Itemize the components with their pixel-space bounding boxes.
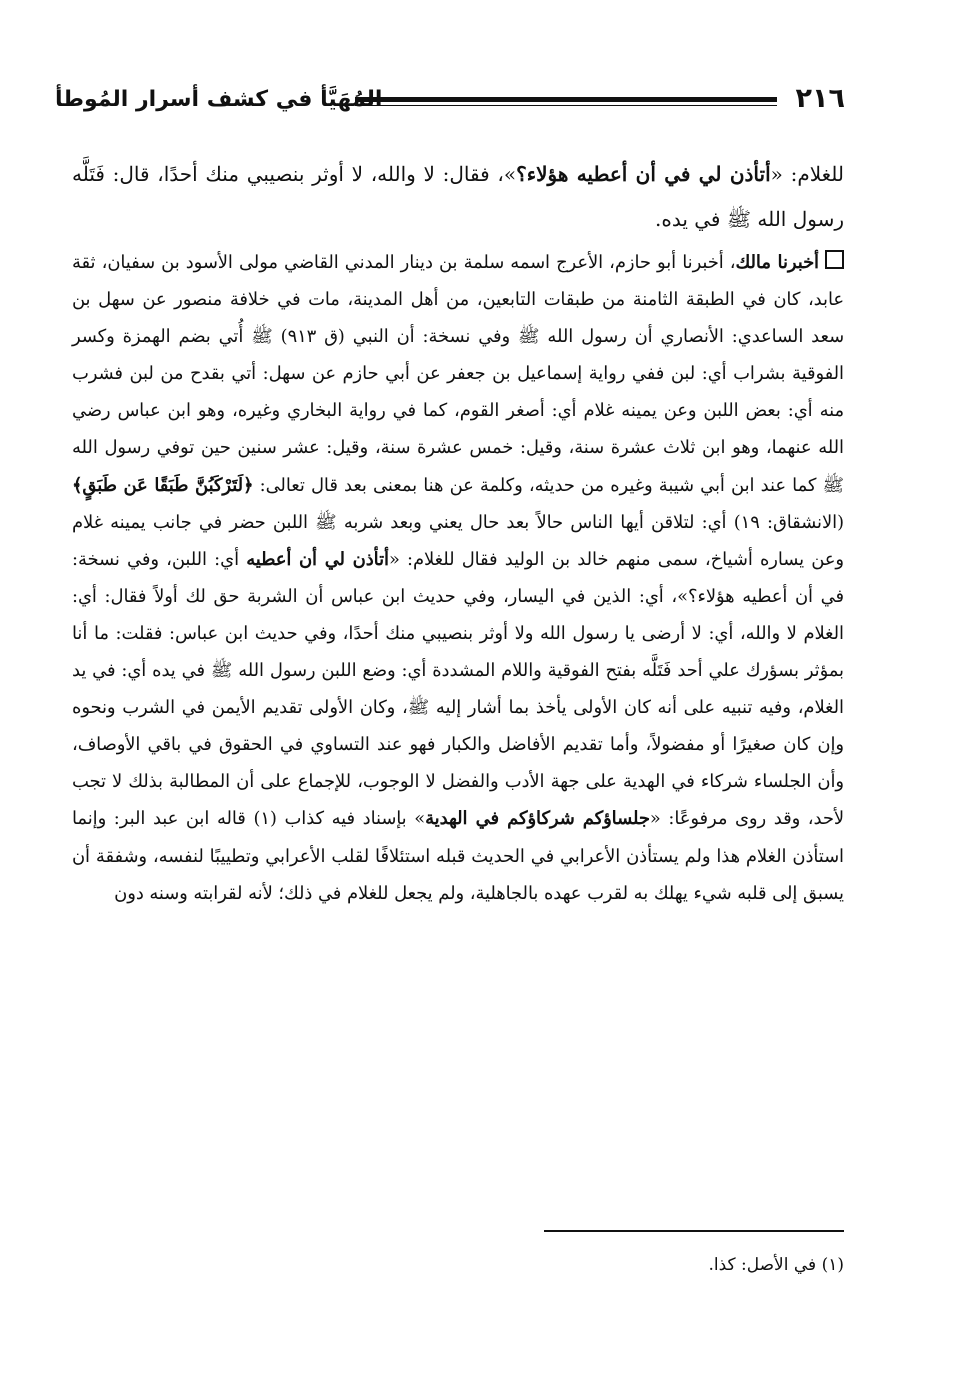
commentary-part-4: » بإسناد فيه كذاب (١) قاله ابن عبد البر: وإنما استأذن الغلام هذا ولم يستأذن الأعرابي في الحديث قبله استئلافًا لقلب الأعرابي وتطييبًا لنفسه، وشفقة أن يسبق إلى قلبه شيء يهلك به لقرب عهده بالجاهلية، ولم يجعل للغلام في ذلك؛ لأنه لقرابته وسنه دون — [72, 808, 844, 904]
body-text — [72, 152, 844, 912]
hadith-text-end: »، فقال: لا والله، لا أوثر بنصيبي منك أحدًا، قال: فَتَلَّه رسول الله ﷺ في يده. — [72, 162, 844, 231]
hadith-quote-3: جلساؤكم شركاؤكم في الهدية — [425, 808, 650, 830]
page-number: ٢١٦ — [795, 83, 845, 114]
footnote-rule — [544, 1230, 844, 1232]
running-title: المُهَيَّأ في كشف أسرار المُوطأ — [55, 87, 383, 112]
square-marker-icon — [825, 250, 844, 269]
commentary-part-3: أي: اللبن، وفي نسخة: في أن أعطيه هؤلاء؟»، أي: الذين في اليسار، وفي حديث ابن عباس أن الشربة حق لك أولاً فقال: أي: الغلام لا والله، أي: لا أرضى يا رسول الله ولا أوثر بنصيبي منك أحدًا، وفي حديث ابن عباس: فقلت: ما أنا بمؤثر بسؤرك علي أحد فَتَلَّه بفتح الفوقية واللام المشددة أي: وضع اللبن رسول الله ﷺ في يده أي: في يد الغلام، وفيه تنبيه على أنه كان الأولى يأخذ بما أشار إليه ﷺ، وكان الأولى تقديم الأيمن في الشرب ونحوه وإن كان صغيرًا أو مفضولاً، وأما تقديم الأفاضل والكبار فهو عند التساوي في الحقوق في باقي الأوصاف، وأن الجلساء شركاء في الهدية على جهة الأدب والفضل لا الوجوب، للإجماع على أن المطالبة بذلك لا تجب لأحد، وقد روى مرفوعًا: « — [72, 548, 844, 830]
commentary-paragraph — [72, 244, 844, 912]
hadith-quote-2: أتأذن لي أن أعطيه — [246, 548, 389, 570]
commentary-part-1: ، أخبرنا أبو حازم، الأعرج اسمه سلمة بن دينار المدني القاضي مولى الأسود بن سفيان، ثقة عابد، كان في الطبقة الثامنة من طبقات التابعين، من أهل المدينة، مات في خلافة منصور عن سهل بن سعد الساعدي: الأنصاري أن رسول الله ﷺ وفي نسخة: أن النبي (ق ٩١٣) ﷺ أُتي بضم الهمزة وكسر الفوقية بشراب أي: لبن ففي رواية إسماعيل بن جعفر عن أبي حازم عن سهل: أتي بقدح من لبن فشرب منه أي: بعض اللبن وعن يمينه غلام أي: أصغر القوم، كما في رواية البخاري وغيره، وهو ابن عباس رضي الله عنهما، وهو ابن ثلاث عشرة سنة، وقيل: خمس عشرة سنة، وقيل: عشر سنين حين توفي رسول الله ﷺ كما عند ابن أبي شيبة وغيره من حديثه، وكلمة عن هنا بمعنى بعد قال تعالى: — [72, 252, 844, 496]
hadith-text-paragraph — [72, 152, 844, 242]
page-header — [55, 80, 845, 120]
header-rule — [355, 97, 777, 106]
hadith-text-start: للغلام: « — [770, 162, 845, 186]
commentary-intro: أخبرنا مالك — [735, 252, 819, 273]
commentary-part-2: (الانشقاق: ١٩) أي: لتلاقن أيها الناس حالاً بعد حال يعني وبعد شربه ﷺ اللبن حضر في جانب يمينه غلام وعن يساره أشياخ، سمى منهم خالد بن الوليد فقال للغلام: « — [72, 511, 845, 570]
hadith-quote: أتأذن لي في أن أعطيه هؤلاء؟ — [516, 162, 771, 186]
footnote: (١) في الأصل: كذا. — [708, 1255, 844, 1275]
quran-verse: ﴿لَتَرْكَبُنَّ طَبَقًا عَن طَبَقٍ﴾ — [72, 474, 254, 496]
